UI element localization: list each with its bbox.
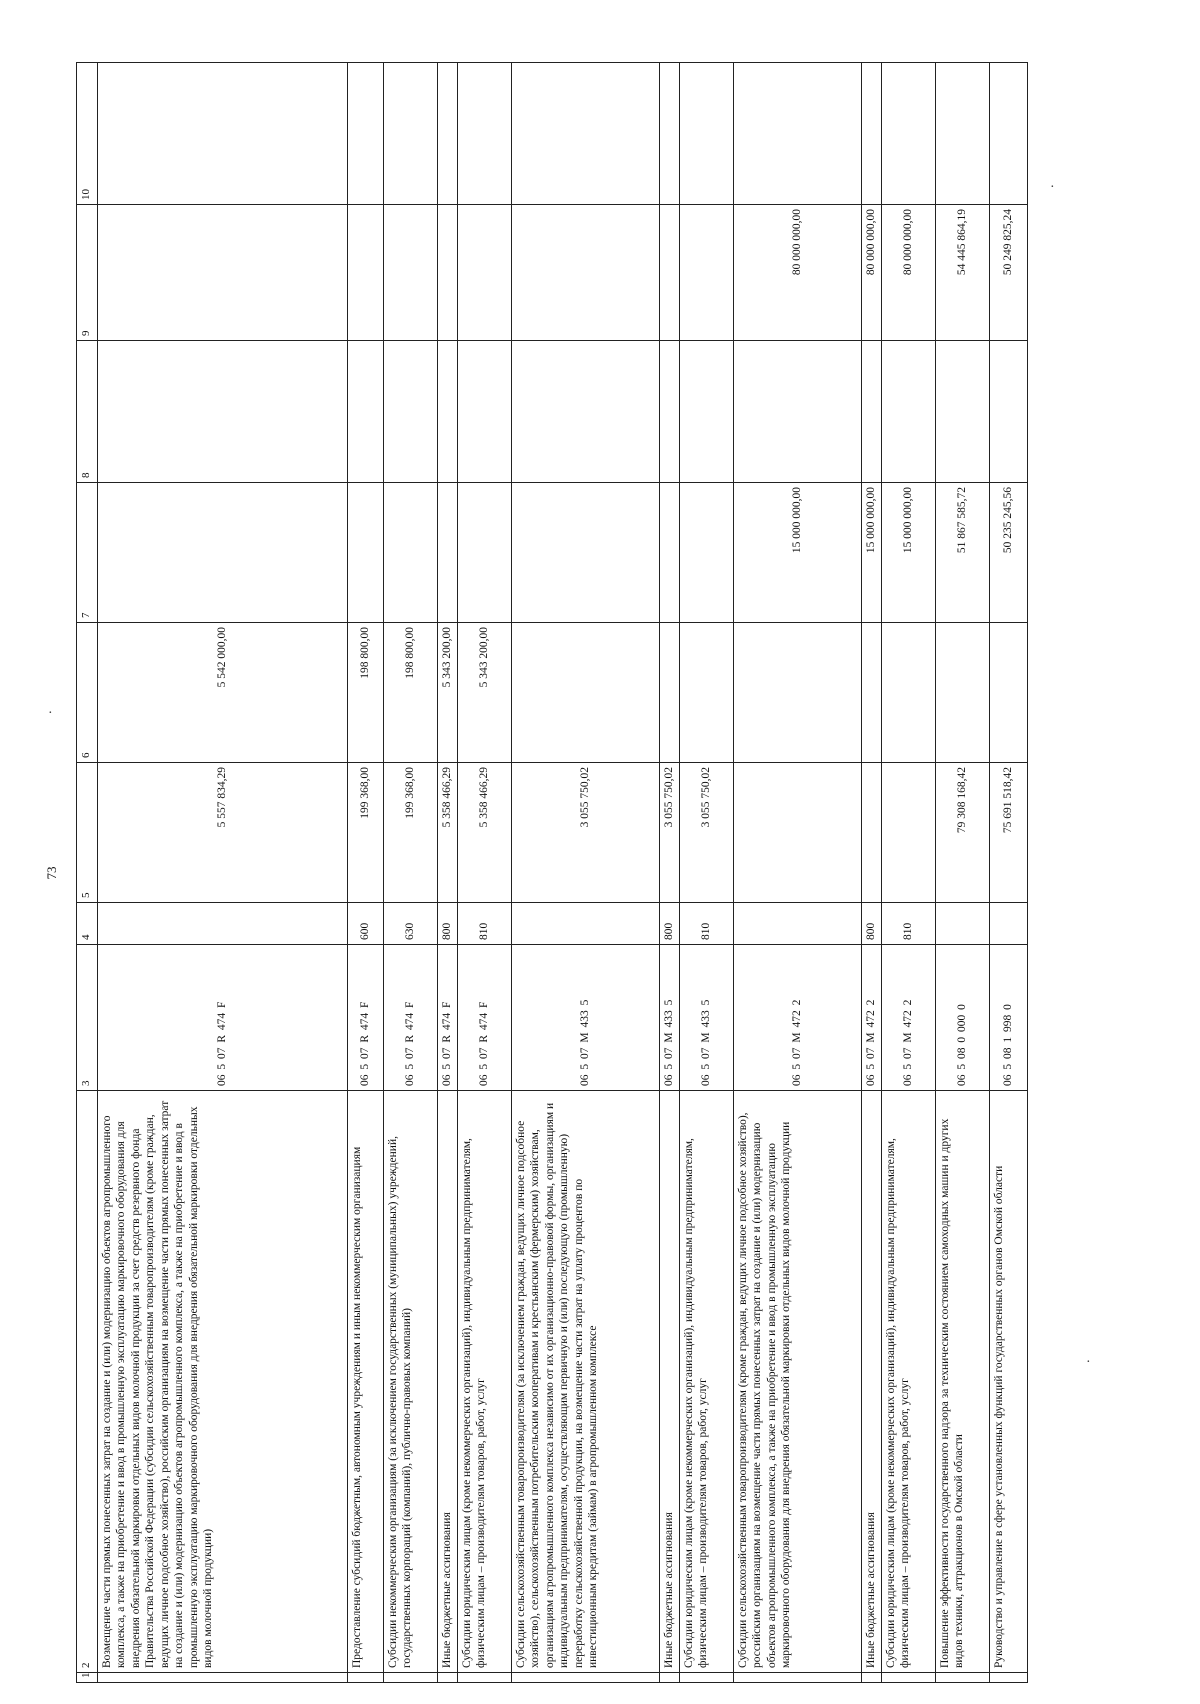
header-row <box>77 63 98 1683</box>
row-name-cell: Иные бюджетные ассигнования <box>862 1091 882 1673</box>
table-row <box>936 63 990 1683</box>
table-row <box>348 63 384 1683</box>
row-type-cell: 800 <box>660 903 680 945</box>
row-number-cell <box>882 1673 936 1683</box>
row-col9-cell <box>384 205 438 341</box>
row-col5-cell: 75 691 518,42 <box>990 763 1028 903</box>
table-row <box>438 63 458 1683</box>
row-col7-cell <box>458 483 512 623</box>
table-row <box>734 63 862 1683</box>
row-name-cell: Возмещение части прямых понесенных затрат на создание и (или) модернизацию объектов агропромышленного комплекса, а также на приобретение и ввод в промышленную эксплуатацию маркировочного оборудования для внедрения обязательной маркировки отдельных видов молочной продукции за счет средств резервного фонда Правительства Российской Федерации (субсидии сельскохозяйственным товаропроизводителям (кроме граждан, ведущих личное подсобное хозяйство), российским организациям на возмещение части прямых понесенных затрат на создание и (или) модернизацию объектов агропромышленного комплекса, а также на приобретение и ввод в промышленную эксплуатацию маркировочного оборудования для внедрения обязательной маркировки отдельных видов молочной продукции) <box>98 1091 348 1673</box>
row-col5-cell: 79 308 168,42 <box>936 763 990 903</box>
row-col5-cell: 3 055 750,02 <box>512 763 660 903</box>
header-cell: 3 <box>77 945 98 1091</box>
row-col6-cell <box>734 623 862 763</box>
row-col5-cell <box>882 763 936 903</box>
row-col9-cell: 80 000 000,00 <box>882 205 936 341</box>
row-col10-cell <box>348 63 384 205</box>
row-type-cell: 800 <box>862 903 882 945</box>
row-col5-cell: 3 055 750,02 <box>660 763 680 903</box>
row-col8-cell <box>438 341 458 483</box>
row-col9-cell <box>512 205 660 341</box>
row-number-cell <box>660 1673 680 1683</box>
header-cell: 9 <box>77 205 98 341</box>
row-number-cell <box>734 1673 862 1683</box>
row-col6-cell: 198 800,00 <box>384 623 438 763</box>
table-row <box>98 63 348 1683</box>
row-type-cell: 810 <box>882 903 936 945</box>
row-number-cell <box>438 1673 458 1683</box>
row-col10-cell <box>660 63 680 205</box>
row-col6-cell: 198 800,00 <box>348 623 384 763</box>
row-col8-cell <box>882 341 936 483</box>
header-cell: 8 <box>77 341 98 483</box>
row-number-cell <box>458 1673 512 1683</box>
row-col9-cell <box>98 205 348 341</box>
row-name-cell: Иные бюджетные ассигнования <box>438 1091 458 1673</box>
header-cell: 7 <box>77 483 98 623</box>
row-name-cell: Предоставление субсидий бюджетным, автономным учреждениям и иным некоммерческим организациям <box>348 1091 384 1673</box>
row-col7-cell: 15 000 000,00 <box>734 483 862 623</box>
row-name-cell: Субсидии юридическим лицам (кроме некоммерческих организаций), индивидуальным предпринимателям, физическим лицам – производителям товаров, работ, услуг <box>882 1091 936 1673</box>
row-number-cell <box>936 1673 990 1683</box>
row-code-cell: 06 5 07 M 433 5 <box>512 945 660 1091</box>
table-row <box>512 63 660 1683</box>
row-number-cell <box>990 1673 1028 1683</box>
row-type-cell <box>98 903 348 945</box>
row-code-cell: 06 5 07 M 472 2 <box>734 945 862 1091</box>
row-name-cell: Субсидии юридическим лицам (кроме некоммерческих организаций), индивидуальным предпринимателям, физическим лицам – производителям товаров, работ, услуг <box>458 1091 512 1673</box>
scan-speck: · <box>48 706 53 721</box>
table-row <box>680 63 734 1683</box>
row-code-cell: 06 5 07 R 474 F <box>438 945 458 1091</box>
row-code-cell: 06 5 07 M 472 2 <box>882 945 936 1091</box>
row-col5-cell: 5 557 834,29 <box>98 763 348 903</box>
row-code-cell: 06 5 07 R 474 F <box>458 945 512 1091</box>
row-col10-cell <box>458 63 512 205</box>
row-name-cell: Руководство и управление в сфере установленных функций государственных органов Омской области <box>990 1091 1028 1673</box>
row-col9-cell <box>438 205 458 341</box>
row-col8-cell <box>734 341 862 483</box>
row-col7-cell: 51 867 585,72 <box>936 483 990 623</box>
row-type-cell: 600 <box>348 903 384 945</box>
page-number: 73 <box>44 866 59 880</box>
row-col7-cell <box>660 483 680 623</box>
table-row <box>384 63 438 1683</box>
row-code-cell: 06 5 07 M 433 5 <box>680 945 734 1091</box>
row-col7-cell <box>348 483 384 623</box>
row-col10-cell <box>734 63 862 205</box>
row-col6-cell: 5 343 200,00 <box>438 623 458 763</box>
row-col8-cell <box>862 341 882 483</box>
row-col5-cell: 5 358 466,29 <box>458 763 512 903</box>
table-row <box>660 63 680 1683</box>
row-number-cell <box>680 1673 734 1683</box>
row-type-cell: 630 <box>384 903 438 945</box>
row-number-cell <box>384 1673 438 1683</box>
row-col8-cell <box>512 341 660 483</box>
row-col9-cell: 54 445 864,19 <box>936 205 990 341</box>
row-col7-cell: 15 000 000,00 <box>882 483 936 623</box>
table-row <box>862 63 882 1683</box>
row-col7-cell: 15 000 000,00 <box>862 483 882 623</box>
row-col10-cell <box>680 63 734 205</box>
row-col8-cell <box>384 341 438 483</box>
table-row <box>990 63 1028 1683</box>
row-col6-cell <box>936 623 990 763</box>
rotated-page <box>40 63 1138 1683</box>
row-col10-cell <box>98 63 348 205</box>
row-type-cell: 800 <box>438 903 458 945</box>
row-type-cell: 810 <box>680 903 734 945</box>
row-number-cell <box>862 1673 882 1683</box>
row-col8-cell <box>660 341 680 483</box>
row-col6-cell <box>680 623 734 763</box>
table-row <box>882 63 936 1683</box>
row-col9-cell <box>680 205 734 341</box>
row-code-cell: 06 5 07 R 474 F <box>348 945 384 1091</box>
row-col7-cell: 50 235 245,56 <box>990 483 1028 623</box>
row-col5-cell <box>862 763 882 903</box>
row-col9-cell <box>660 205 680 341</box>
row-col6-cell <box>512 623 660 763</box>
row-col6-cell <box>990 623 1028 763</box>
row-col9-cell: 80 000 000,00 <box>862 205 882 341</box>
row-col7-cell <box>512 483 660 623</box>
row-number-cell <box>348 1673 384 1683</box>
row-col7-cell <box>384 483 438 623</box>
row-code-cell: 06 5 07 M 433 5 <box>660 945 680 1091</box>
header-cell: 4 <box>77 903 98 945</box>
row-name-cell: Субсидии юридическим лицам (кроме некоммерческих организаций), индивидуальным предпринимателям, физическим лицам – производителям товаров, работ, услуг <box>680 1091 734 1673</box>
row-type-cell <box>936 903 990 945</box>
row-col10-cell <box>384 63 438 205</box>
row-number-cell <box>512 1673 660 1683</box>
row-col5-cell: 199 368,00 <box>384 763 438 903</box>
row-type-cell <box>512 903 660 945</box>
row-col5-cell: 5 358 466,29 <box>438 763 458 903</box>
scan-speck: · <box>1086 1355 1091 1370</box>
row-col9-cell <box>348 205 384 341</box>
row-col5-cell: 199 368,00 <box>348 763 384 903</box>
row-type-cell <box>734 903 862 945</box>
row-code-cell: 06 5 08 1 998 0 <box>990 945 1028 1091</box>
row-col6-cell: 5 343 200,00 <box>458 623 512 763</box>
row-col8-cell <box>348 341 384 483</box>
header-cell: 10 <box>77 63 98 205</box>
row-code-cell: 06 5 07 R 474 F <box>384 945 438 1091</box>
row-col6-cell <box>862 623 882 763</box>
row-name-cell: Субсидии некоммерческим организациям (за исключением государственных (муниципальных) учреждений, государственных корпораций (компаний), публично-правовых компаний) <box>384 1091 438 1673</box>
row-number-cell <box>98 1673 348 1683</box>
row-col5-cell <box>734 763 862 903</box>
row-col7-cell <box>680 483 734 623</box>
row-name-cell: Иные бюджетные ассигнования <box>660 1091 680 1673</box>
row-code-cell: 06 5 07 R 474 F <box>98 945 348 1091</box>
scan-speck: · <box>1050 180 1055 195</box>
row-col6-cell: 5 542 000,00 <box>98 623 348 763</box>
budget-table <box>76 62 1028 1683</box>
row-col8-cell <box>458 341 512 483</box>
row-col8-cell <box>98 341 348 483</box>
row-col7-cell <box>98 483 348 623</box>
row-code-cell: 06 5 07 M 472 2 <box>862 945 882 1091</box>
row-col5-cell: 3 055 750,02 <box>680 763 734 903</box>
header-cell: 2 <box>77 1091 98 1673</box>
row-col10-cell <box>512 63 660 205</box>
row-type-cell <box>990 903 1028 945</box>
row-name-cell: Субсидии сельскохозяйственным товаропроизводителям (кроме граждан, ведущих личное подсобное хозяйство), российским организациям на возмещение части прямых понесенных затрат на создание и (или) модернизацию объектов агропромышленного комплекса, а также на приобретение и ввод в промышленную эксплуатацию маркировочного оборудования для внедрения обязательной маркировки отдельных видов молочной продукции <box>734 1091 862 1673</box>
header-cell: 6 <box>77 623 98 763</box>
row-col8-cell <box>990 341 1028 483</box>
row-type-cell: 810 <box>458 903 512 945</box>
row-col10-cell <box>862 63 882 205</box>
row-col8-cell <box>680 341 734 483</box>
header-cell: 5 <box>77 763 98 903</box>
row-col10-cell <box>438 63 458 205</box>
row-code-cell: 06 5 08 0 000 0 <box>936 945 990 1091</box>
row-col8-cell <box>936 341 990 483</box>
row-name-cell: Повышение эффективности государственного надзора за техническим состоянием самоходных машин и других видов техники, аттракционов в Омской области <box>936 1091 990 1673</box>
row-col10-cell <box>882 63 936 205</box>
row-col6-cell <box>882 623 936 763</box>
row-col6-cell <box>660 623 680 763</box>
row-col7-cell <box>438 483 458 623</box>
row-col9-cell <box>458 205 512 341</box>
table-row <box>458 63 512 1683</box>
row-name-cell: Субсидии сельскохозяйственным товаропроизводителям (за исключением граждан, ведущих личное подсобное хозяйство), сельскохозяйственным потребительским кооперативам и крестьянским (фермерским) хозяйствам, организациям агропромышленного комплекса независимо от их организационно-правовой формы, организациям и индивидуальным предпринимателям, осуществляющим первичную и (или) последующую (промышленную) переработку сельскохозяйственной продукции, на возмещение части затрат на уплату процентов по инвестиционным кредитам (займам) в агропромышленном комплексе <box>512 1091 660 1673</box>
row-col10-cell <box>990 63 1028 205</box>
row-col9-cell: 50 249 825,24 <box>990 205 1028 341</box>
header-cell: 1 <box>77 1673 98 1683</box>
row-col9-cell: 80 000 000,00 <box>734 205 862 341</box>
row-col10-cell <box>936 63 990 205</box>
